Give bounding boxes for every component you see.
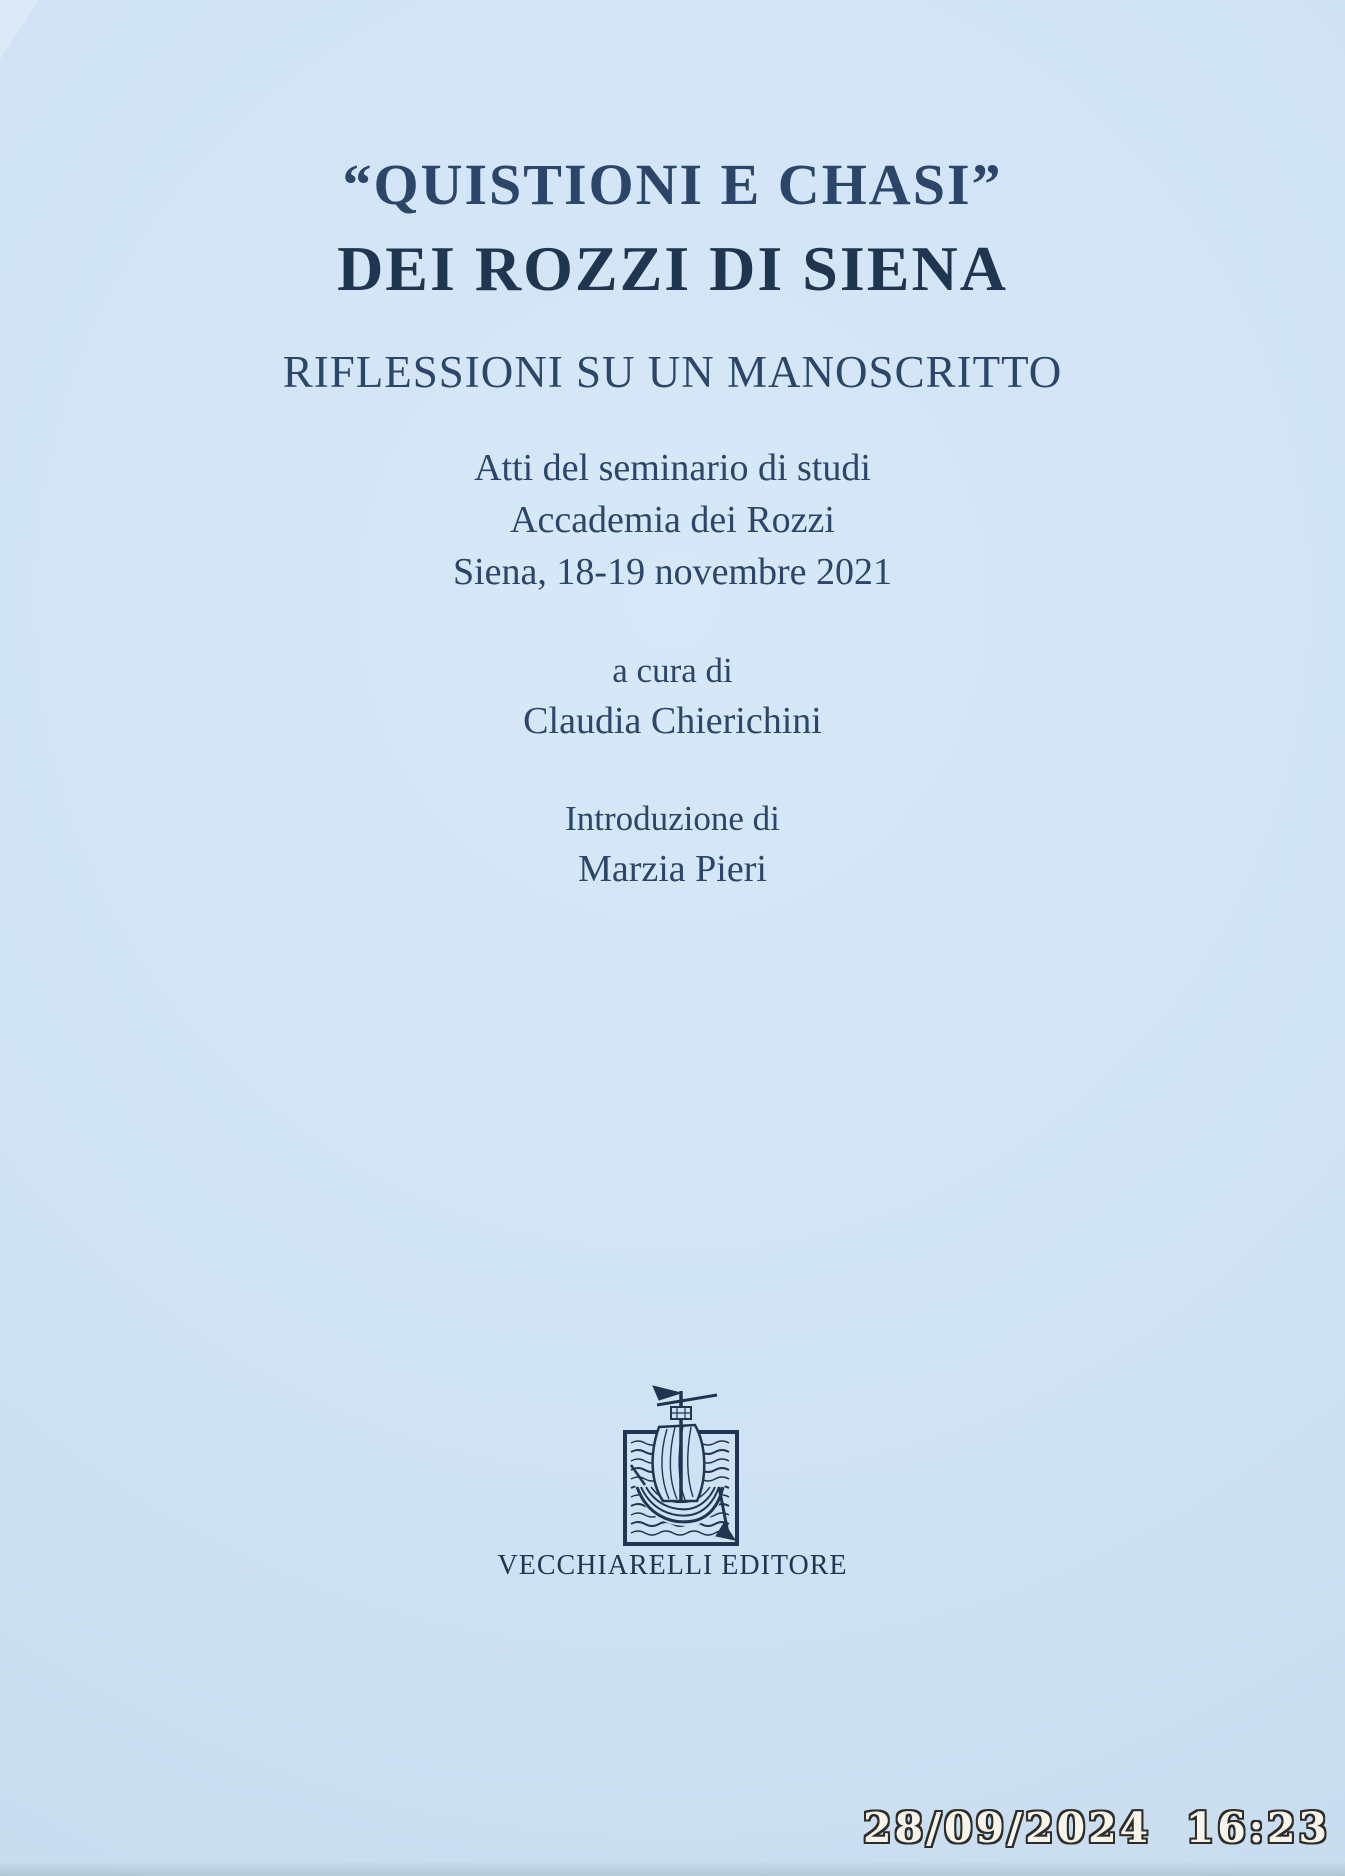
- event-line-proceedings: Atti del seminario di studi: [474, 447, 871, 489]
- ship-icon: [601, 1385, 761, 1557]
- editor-name: Claudia Chierichini: [523, 700, 822, 742]
- event-details: [0, 442, 1345, 598]
- editor-credit: [0, 646, 1345, 746]
- book-title-line-2: DEI ROZZI DI SIENA: [337, 233, 1008, 304]
- publisher-logo: [601, 1385, 761, 1557]
- publisher-name: VECCHIARELLI EDITORE: [497, 1550, 848, 1581]
- introduction-name: Marzia Pieri: [578, 848, 767, 890]
- camera-timestamp: 28/09/2024 16:23: [863, 1804, 1330, 1852]
- event-line-academy: Accademia dei Rozzi: [510, 499, 835, 541]
- event-line-date: Siena, 18-19 novembre 2021: [452, 551, 893, 593]
- introduction-credit: [0, 794, 1345, 894]
- editor-label: a cura di: [612, 651, 733, 690]
- photo-bottom-edge: [0, 1860, 1345, 1876]
- book-subtitle: RIFLESSIONI SU UN MANOSCRITTO: [282, 347, 1063, 397]
- page-corner-fold: [0, 0, 42, 66]
- introduction-label: Introduzione di: [565, 799, 780, 838]
- book-title-line-1: “QUISTIONI E CHASI”: [342, 152, 1003, 217]
